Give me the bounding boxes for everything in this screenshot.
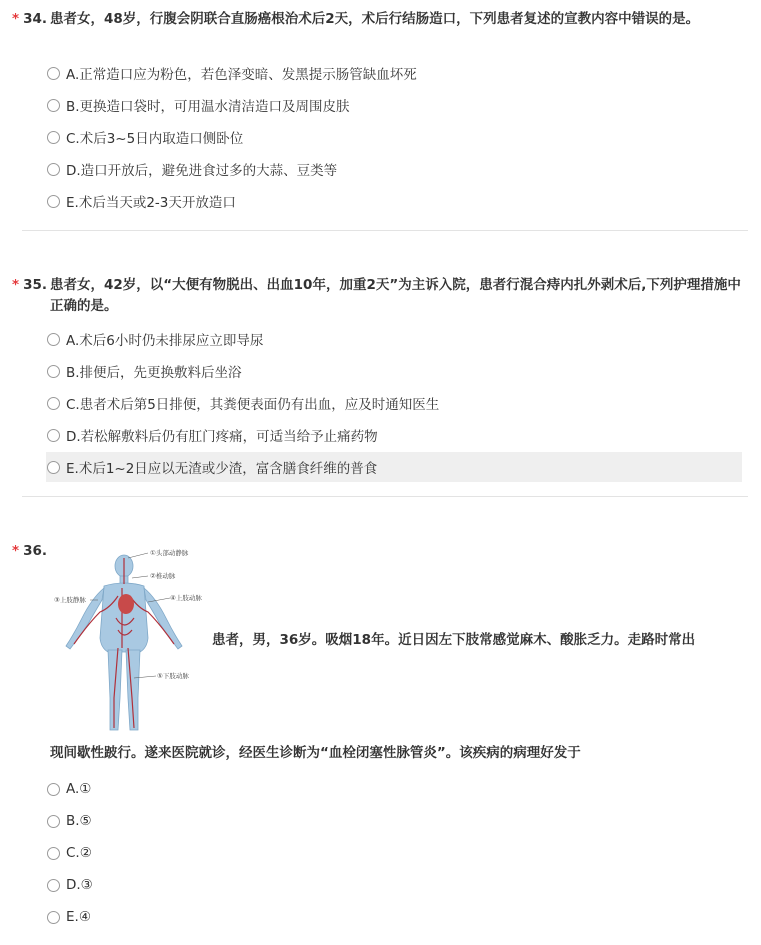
question-text-line-2: 现间歇性跛行。遂来医院就诊，经医生诊断为“血栓闭塞性脉管炎”。该疾病的病理好发于 (50, 745, 581, 761)
option-d[interactable] (46, 154, 742, 184)
option-c[interactable] (46, 122, 742, 152)
required-marker: * (12, 277, 20, 293)
option-e[interactable] (46, 902, 742, 932)
option-a[interactable] (46, 58, 742, 88)
option-label: B.⑤ (66, 813, 92, 829)
circulatory-system-figure (52, 548, 204, 738)
radio-button[interactable] (47, 365, 60, 378)
radio-button[interactable] (47, 131, 60, 144)
radio-button[interactable] (47, 461, 60, 474)
option-e[interactable] (46, 186, 742, 216)
divider (22, 230, 748, 231)
option-label: C.患者术后第5日排便，其粪便表面仍有出血，应及时通知医生 (66, 397, 440, 413)
option-e[interactable] (46, 452, 742, 482)
option-label: E.④ (66, 909, 91, 925)
option-label: C.② (66, 845, 92, 861)
option-d[interactable] (46, 420, 742, 450)
radio-button[interactable] (47, 67, 60, 80)
radio-button[interactable] (47, 397, 60, 410)
question-number: * 35. (12, 277, 47, 293)
radio-button[interactable] (47, 879, 60, 892)
figure-label-1: ①头部动静脉 (150, 549, 189, 557)
option-b[interactable] (46, 356, 742, 386)
option-label: D.造口开放后，避免进食过多的大蒜、豆类等 (66, 163, 338, 179)
required-marker: * (12, 11, 20, 27)
option-label: D.③ (66, 877, 93, 893)
required-marker: * (12, 543, 20, 559)
question-text: 患者女，48岁，行腹会阴联合直肠癌根治术后2天，术后行结肠造口，下列患者复述的宣教内容中错误的是。 (50, 11, 700, 27)
figure-label-2: ②椎动脉 (150, 572, 176, 580)
question-text-line-1: 患者，男，36岁。吸烟18年。近日因左下肢常感觉麻木、酸胀乏力。走路时常出 (212, 632, 696, 648)
radio-button[interactable] (47, 429, 60, 442)
question-number: * 34. (12, 11, 47, 27)
radio-button[interactable] (47, 163, 60, 176)
option-d[interactable] (46, 870, 742, 900)
radio-button[interactable] (47, 333, 60, 346)
option-b[interactable] (46, 90, 742, 120)
option-label: E.术后当天或2-3天开放造口 (66, 195, 236, 211)
option-label: B.排便后，先更换敷料后坐浴 (66, 365, 242, 381)
question-number: * 36. (12, 543, 47, 559)
option-c[interactable] (46, 388, 742, 418)
option-label: A.术后6小时仍未排尿应立即导尿 (66, 333, 264, 349)
figure-label-5: ⑤下肢动脉 (157, 672, 189, 680)
divider (22, 496, 748, 497)
question-text: 患者女，42岁，以“大便有物脱出、出血10年，加重2天”为主诉入院，患者行混合痔内扎外剥术后,下列护理措施中正确的是。 (50, 277, 741, 314)
option-label: A.① (66, 781, 92, 797)
figure-label-4: ④上肢动脉 (170, 594, 202, 602)
radio-button[interactable] (47, 99, 60, 112)
radio-button[interactable] (47, 847, 60, 860)
option-a[interactable] (46, 774, 742, 804)
figure-label-3: ③上肢静脉 (54, 596, 86, 604)
radio-button[interactable] (47, 815, 60, 828)
option-label: E.术后1~2日应以无渣或少渣，富含膳食纤维的普食 (66, 461, 378, 477)
radio-button[interactable] (47, 195, 60, 208)
radio-button[interactable] (47, 783, 60, 796)
option-label: B.更换造口袋时，可用温水清洁造口及周围皮肤 (66, 99, 350, 115)
option-label: D.若松解敷料后仍有肛门疼痛，可适当给予止痛药物 (66, 429, 378, 445)
radio-button[interactable] (47, 911, 60, 924)
option-c[interactable] (46, 838, 742, 868)
option-a[interactable] (46, 324, 742, 354)
option-label: C.术后3~5日内取造口侧卧位 (66, 131, 244, 147)
option-label: A.正常造口应为粉色，若色泽变暗、发黑提示肠管缺血坏死 (66, 67, 417, 83)
option-b[interactable] (46, 806, 742, 836)
